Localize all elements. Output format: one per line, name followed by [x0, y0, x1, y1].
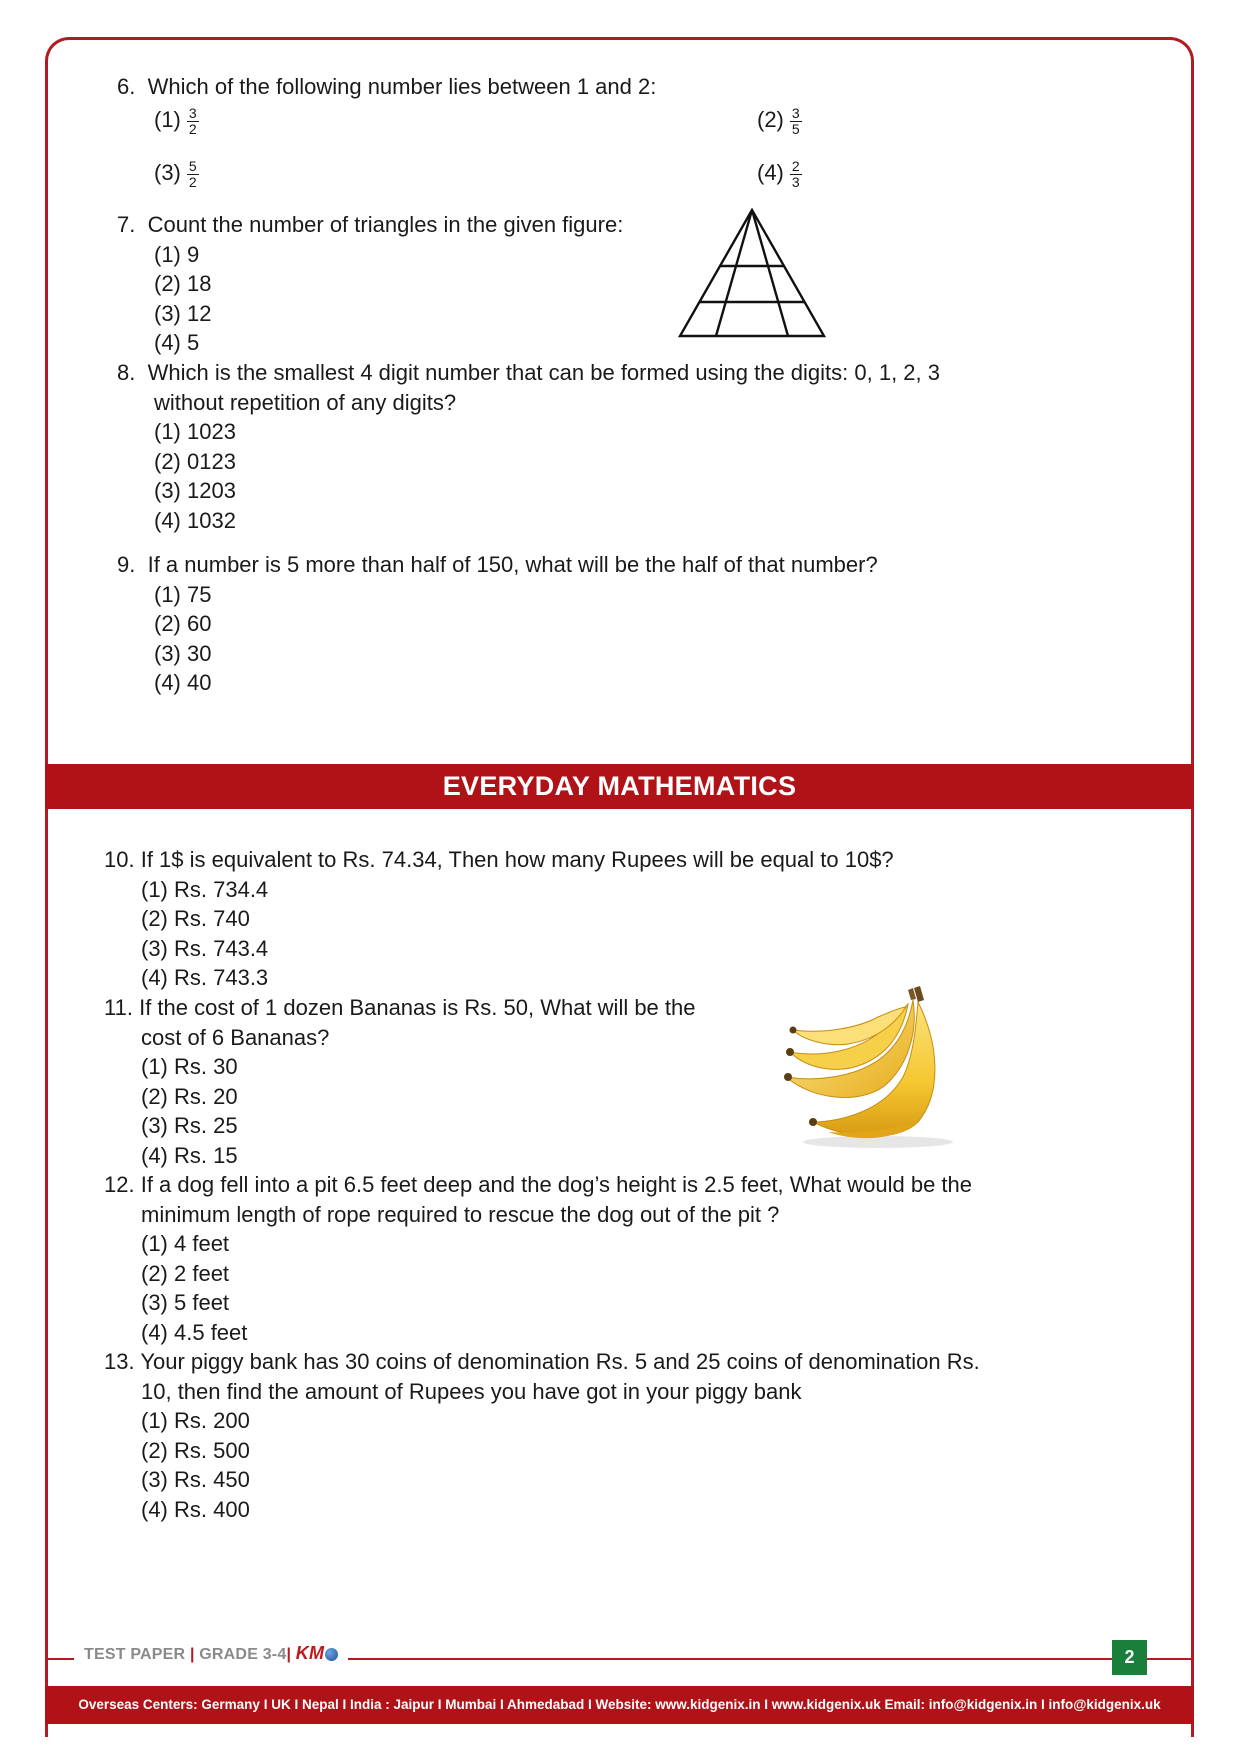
option: (4) Rs. 743.3	[141, 965, 269, 990]
option: (2) 0123	[154, 448, 236, 474]
option-1: (1) $\frac{3}{2}$	[154, 104, 197, 137]
option: (4) 40	[154, 670, 212, 695]
option-2: (2) $\frac{3}{5}$	[757, 104, 800, 137]
question-number: 9.	[117, 552, 136, 577]
option-3: (3) $\frac{5}{2}$	[154, 157, 197, 190]
fraction: $\frac{5}{2}$	[188, 157, 197, 190]
section-title-banner: EVERYDAY MATHEMATICS	[45, 764, 1194, 809]
option-4: (4) $\frac{2}{3}$	[757, 157, 800, 190]
option: (1) 1023	[154, 419, 236, 444]
option: (4) 5	[154, 330, 200, 355]
footer-label: TEST PAPER | GRADE 3-4| KM	[74, 1643, 348, 1664]
kmo-logo: KM	[296, 1643, 338, 1663]
question-text-continued: cost of 6 Bananas?	[141, 1024, 330, 1050]
question-text-continued: minimum length of rope required to rescue the dog out of the pit ?	[141, 1201, 780, 1227]
question-10	[104, 845, 894, 993]
question-number: 10.	[104, 847, 135, 872]
option: (3) Rs. 743.4	[141, 935, 269, 961]
question-text: Count the number of triangles in the given figure:	[147, 212, 624, 237]
option: (4) 1032	[154, 507, 236, 533]
question-9	[117, 550, 878, 698]
question-text: If the cost of 1 dozen Bananas is Rs. 50, What will be the	[139, 995, 696, 1020]
option: (1) 75	[154, 581, 212, 607]
question-11	[104, 993, 696, 1170]
banana-bunch-image	[768, 982, 968, 1152]
question-number: 6.	[117, 74, 136, 99]
question-number: 8.	[117, 360, 136, 385]
question-text-continued: 10, then find the amount of Rupees you have got in your piggy bank	[141, 1378, 802, 1404]
question-13	[104, 1347, 980, 1524]
option: (4) 4.5 feet	[141, 1319, 248, 1345]
question-number: 7.	[117, 212, 136, 237]
option: (1) Rs. 200	[141, 1408, 250, 1433]
fraction: $\frac{3}{2}$	[188, 104, 197, 137]
option: (2) Rs. 740	[141, 906, 250, 931]
triangle-grid-figure	[678, 208, 826, 340]
option: (3) 1203	[154, 478, 236, 503]
test-paper-label: TEST PAPER	[84, 1646, 186, 1663]
question-number: 13.	[104, 1349, 135, 1374]
option: (2) Rs. 20	[141, 1083, 238, 1109]
option: (1) Rs. 30	[141, 1054, 238, 1079]
option: (3) Rs. 450	[141, 1467, 250, 1492]
option: (2) 2 feet	[141, 1260, 230, 1286]
option: (1) 9	[154, 241, 200, 267]
question-text: Which is the smallest 4 digit number that can be formed using the digits: 0, 1, 2, 3	[147, 360, 941, 385]
question-6	[117, 72, 837, 202]
option: (1) Rs. 734.4	[141, 876, 269, 902]
option: (4) Rs. 15	[141, 1142, 238, 1168]
question-text: If 1$ is equivalent to Rs. 74.34, Then how many Rupees will be equal to 10$?	[140, 847, 894, 872]
question-text: Your piggy bank has 30 coins of denomination Rs. 5 and 25 coins of denomination Rs.	[140, 1349, 980, 1374]
question-8	[117, 358, 940, 535]
option: (3) 12	[154, 300, 212, 326]
option: (3) Rs. 25	[141, 1113, 238, 1138]
question-12	[104, 1170, 972, 1347]
question-text: If a dog fell into a pit 6.5 feet deep and the dog’s height is 2.5 feet, What would be the	[140, 1172, 973, 1197]
question-7	[117, 210, 623, 358]
question-number: 12.	[104, 1172, 135, 1197]
option: (3) 30	[154, 640, 212, 666]
globe-icon	[325, 1648, 338, 1661]
page-number-badge: 2	[1112, 1640, 1147, 1675]
option: (2) 60	[154, 611, 212, 636]
question-number: 11.	[104, 995, 133, 1020]
option: (3) 5 feet	[141, 1290, 230, 1315]
footer-contact-bar: Overseas Centers: Germany I UK I Nepal I India : Jaipur I Mumbai I Ahmedabad I Website: www.kidgenix.in I www.kidgenix.uk Email: info@kidgenix.in I info@kidgenix.uk	[45, 1686, 1194, 1724]
question-text-continued: without repetition of any digits?	[154, 389, 457, 415]
option: (4) Rs. 400	[141, 1496, 250, 1522]
option: (2) 18	[154, 271, 212, 296]
grade-label: GRADE 3-4	[199, 1646, 287, 1663]
option: (1) 4 feet	[141, 1231, 230, 1256]
fraction: $\frac{2}{3}$	[791, 157, 800, 190]
fraction: $\frac{3}{5}$	[791, 104, 800, 137]
question-text: If a number is 5 more than half of 150, what will be the half of that number?	[147, 552, 878, 577]
question-text: Which of the following number lies between 1 and 2:	[147, 74, 657, 99]
option: (2) Rs. 500	[141, 1437, 250, 1463]
